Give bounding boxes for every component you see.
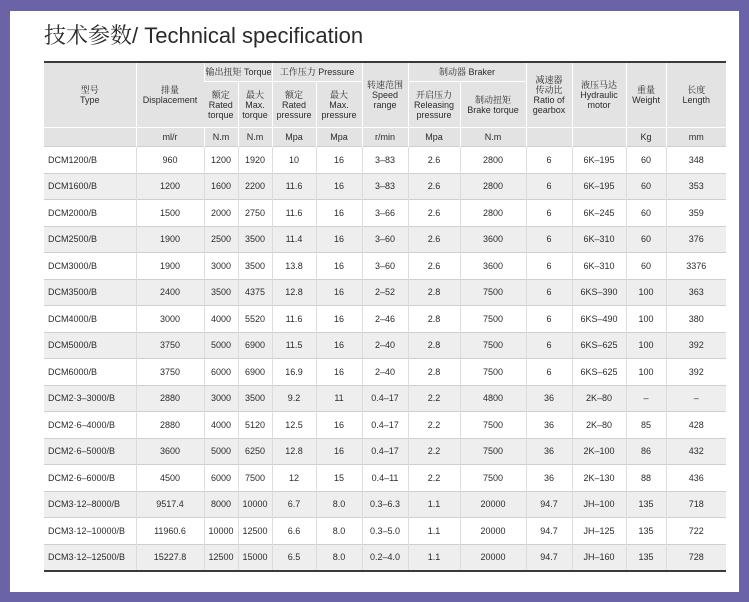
table-cell: 2.6 <box>408 173 460 200</box>
table-cell: 392 <box>666 332 726 359</box>
table-row <box>44 438 726 465</box>
unit-cell: Mpa <box>316 128 362 147</box>
header-releasing-pressure: 开启压力 Releasing pressure <box>408 82 460 128</box>
table-cell: 11.6 <box>272 306 316 333</box>
table-cell: 8.0 <box>316 544 362 571</box>
table-cell: 60 <box>626 226 666 253</box>
spec-table <box>44 61 726 572</box>
header-displacement: 排量 Displacement <box>136 62 204 128</box>
table-cell: 2.6 <box>408 253 460 280</box>
table-cell: 20000 <box>460 491 526 518</box>
table-cell: 36 <box>526 438 572 465</box>
table-cell: 7500 <box>460 306 526 333</box>
header-brake-torque: 制动扭矩 Brake torque <box>460 82 526 128</box>
table-cell: 16 <box>316 412 362 439</box>
table-cell: 11.5 <box>272 332 316 359</box>
table-cell: 2K–100 <box>572 438 626 465</box>
model-cell: DCM5000/B <box>44 332 136 359</box>
table-cell: 9.2 <box>272 385 316 412</box>
units-row <box>44 128 726 147</box>
table-cell: – <box>626 385 666 412</box>
model-cell: DCM3·12–10000/B <box>44 518 136 545</box>
table-row <box>44 200 726 227</box>
table-cell: 6KS–625 <box>572 359 626 386</box>
table-cell: 2800 <box>460 173 526 200</box>
table-cell: 3000 <box>204 253 238 280</box>
table-cell: 6 <box>526 253 572 280</box>
table-cell: 16 <box>316 253 362 280</box>
model-cell: DCM3000/B <box>44 253 136 280</box>
table-cell: 6000 <box>204 465 238 492</box>
header-torque-group: 输出扭矩 Torque <box>204 62 272 82</box>
table-cell: 2.2 <box>408 438 460 465</box>
table-cell: 0.4–17 <box>362 438 408 465</box>
table-cell: 3500 <box>238 226 272 253</box>
table-cell: 6 <box>526 147 572 174</box>
table-cell: 7500 <box>460 465 526 492</box>
table-cell: 392 <box>666 359 726 386</box>
table-cell: 4000 <box>204 306 238 333</box>
model-cell: DCM6000/B <box>44 359 136 386</box>
table-cell: 6.5 <box>272 544 316 571</box>
table-cell: 10000 <box>238 491 272 518</box>
table-cell: 0.2–4.0 <box>362 544 408 571</box>
table-cell: 36 <box>526 465 572 492</box>
table-cell: 7500 <box>460 438 526 465</box>
table-cell: 94.7 <box>526 544 572 571</box>
table-cell: 12.5 <box>272 412 316 439</box>
table-cell: 6250 <box>238 438 272 465</box>
unit-cell <box>526 128 572 147</box>
table-cell: 16 <box>316 332 362 359</box>
table-cell: 4500 <box>136 465 204 492</box>
table-cell: 718 <box>666 491 726 518</box>
table-cell: 11.6 <box>272 200 316 227</box>
table-cell: 2–40 <box>362 359 408 386</box>
table-cell: 16 <box>316 200 362 227</box>
table-cell: 36 <box>526 385 572 412</box>
unit-cell: ml/r <box>136 128 204 147</box>
table-cell: 6 <box>526 306 572 333</box>
table-cell: 3600 <box>136 438 204 465</box>
header-max-pressure: 最大 Max. pressure <box>316 82 362 128</box>
table-cell: 60 <box>626 253 666 280</box>
table-cell: 5000 <box>204 438 238 465</box>
model-cell: DCM2500/B <box>44 226 136 253</box>
table-cell: 13.8 <box>272 253 316 280</box>
table-cell: 8000 <box>204 491 238 518</box>
table-cell: 16 <box>316 438 362 465</box>
table-cell: 1200 <box>204 147 238 174</box>
table-cell: 12500 <box>204 544 238 571</box>
table-cell: 2.2 <box>408 385 460 412</box>
unit-cell: r/min <box>362 128 408 147</box>
table-cell: 16 <box>316 147 362 174</box>
table-cell: 3600 <box>460 226 526 253</box>
table-cell: 359 <box>666 200 726 227</box>
table-row <box>44 279 726 306</box>
table-row <box>44 253 726 280</box>
spec-table-body <box>44 147 726 572</box>
table-row <box>44 518 726 545</box>
table-cell: 100 <box>626 279 666 306</box>
table-cell: 6 <box>526 173 572 200</box>
model-cell: DCM3500/B <box>44 279 136 306</box>
table-cell: 9517.4 <box>136 491 204 518</box>
table-cell: 6K–195 <box>572 173 626 200</box>
table-cell: 3–60 <box>362 226 408 253</box>
unit-cell: N.m <box>238 128 272 147</box>
table-cell: 3–83 <box>362 173 408 200</box>
table-cell: 135 <box>626 518 666 545</box>
table-cell: 3–66 <box>362 200 408 227</box>
table-row <box>44 385 726 412</box>
table-cell: 7500 <box>460 279 526 306</box>
table-cell: 1.1 <box>408 544 460 571</box>
table-cell: 3500 <box>238 385 272 412</box>
table-cell: 2K–80 <box>572 385 626 412</box>
table-cell: 135 <box>626 544 666 571</box>
table-cell: – <box>666 385 726 412</box>
table-cell: 0.3–5.0 <box>362 518 408 545</box>
table-cell: 3750 <box>136 332 204 359</box>
table-cell: 100 <box>626 359 666 386</box>
table-cell: 3000 <box>136 306 204 333</box>
unit-cell: Mpa <box>272 128 316 147</box>
model-cell: DCM2·6–6000/B <box>44 465 136 492</box>
table-cell: 16 <box>316 359 362 386</box>
table-cell: 0.3–6.3 <box>362 491 408 518</box>
table-cell: 15227.8 <box>136 544 204 571</box>
header-length: 长度 Length <box>666 62 726 128</box>
table-cell: 16 <box>316 306 362 333</box>
table-cell: 1.1 <box>408 518 460 545</box>
table-cell: 16.9 <box>272 359 316 386</box>
header-speed: 转速范围 Speed range <box>362 62 408 128</box>
table-cell: 36 <box>526 412 572 439</box>
table-cell: 12 <box>272 465 316 492</box>
table-cell: 11 <box>316 385 362 412</box>
model-cell: DCM2·3–3000/B <box>44 385 136 412</box>
table-cell: 12500 <box>238 518 272 545</box>
table-cell: 436 <box>666 465 726 492</box>
table-cell: 6K–310 <box>572 253 626 280</box>
model-cell: DCM2·6–4000/B <box>44 412 136 439</box>
table-cell: 353 <box>666 173 726 200</box>
table-cell: 6000 <box>204 359 238 386</box>
table-cell: 3500 <box>238 253 272 280</box>
table-cell: 12.8 <box>272 279 316 306</box>
table-cell: 3500 <box>204 279 238 306</box>
table-cell: 1920 <box>238 147 272 174</box>
table-cell: JH–125 <box>572 518 626 545</box>
table-cell: 1600 <box>204 173 238 200</box>
table-cell: 2–40 <box>362 332 408 359</box>
table-cell: 3–83 <box>362 147 408 174</box>
table-cell: 3–60 <box>362 253 408 280</box>
table-cell: 1900 <box>136 253 204 280</box>
table-cell: 10000 <box>204 518 238 545</box>
table-row <box>44 412 726 439</box>
table-cell: 6KS–625 <box>572 332 626 359</box>
table-cell: 6.6 <box>272 518 316 545</box>
table-cell: 2.2 <box>408 412 460 439</box>
table-row <box>44 544 726 571</box>
table-row <box>44 226 726 253</box>
table-cell: 2200 <box>238 173 272 200</box>
table-row <box>44 306 726 333</box>
unit-cell: N.m <box>460 128 526 147</box>
table-cell: 6 <box>526 359 572 386</box>
unit-cell: N.m <box>204 128 238 147</box>
header-rated-torque: 额定 Rated torque <box>204 82 238 128</box>
table-cell: 0.4–17 <box>362 412 408 439</box>
table-cell: 6 <box>526 279 572 306</box>
table-row <box>44 173 726 200</box>
model-cell: DCM3·12–8000/B <box>44 491 136 518</box>
table-cell: 3600 <box>460 253 526 280</box>
header-brake-group: 制动器 Braker <box>408 62 526 82</box>
table-cell: 2K–130 <box>572 465 626 492</box>
table-cell: 2K–80 <box>572 412 626 439</box>
table-cell: 135 <box>626 491 666 518</box>
table-cell: 15 <box>316 465 362 492</box>
model-cell: DCM2000/B <box>44 200 136 227</box>
table-row <box>44 147 726 174</box>
header-pressure-group: 工作压力 Pressure <box>272 62 362 82</box>
table-cell: 6 <box>526 226 572 253</box>
table-cell: 94.7 <box>526 491 572 518</box>
table-row <box>44 465 726 492</box>
header-rated-pressure: 额定 Rated pressure <box>272 82 316 128</box>
model-cell: DCM3·12–12500/B <box>44 544 136 571</box>
table-cell: 8.0 <box>316 518 362 545</box>
table-cell: JH–100 <box>572 491 626 518</box>
table-cell: 60 <box>626 200 666 227</box>
table-cell: 2.2 <box>408 465 460 492</box>
table-cell: 2880 <box>136 412 204 439</box>
table-cell: 8.0 <box>316 491 362 518</box>
table-cell: 7500 <box>460 359 526 386</box>
table-cell: 6900 <box>238 332 272 359</box>
table-cell: 6K–245 <box>572 200 626 227</box>
table-cell: 6KS–490 <box>572 306 626 333</box>
table-cell: 2.8 <box>408 359 460 386</box>
table-row <box>44 332 726 359</box>
table-cell: 6 <box>526 200 572 227</box>
table-cell: 2880 <box>136 385 204 412</box>
table-cell: 100 <box>626 306 666 333</box>
table-cell: JH–160 <box>572 544 626 571</box>
table-cell: 16 <box>316 226 362 253</box>
table-cell: 3000 <box>204 385 238 412</box>
model-cell: DCM1200/B <box>44 147 136 174</box>
table-cell: 6 <box>526 332 572 359</box>
table-cell: 1500 <box>136 200 204 227</box>
table-cell: 1200 <box>136 173 204 200</box>
table-cell: 20000 <box>460 518 526 545</box>
table-cell: 2400 <box>136 279 204 306</box>
table-cell: 2.6 <box>408 226 460 253</box>
table-cell: 2500 <box>204 226 238 253</box>
table-cell: 2–52 <box>362 279 408 306</box>
table-cell: 960 <box>136 147 204 174</box>
unit-cell-blank <box>44 128 136 147</box>
table-cell: 6900 <box>238 359 272 386</box>
unit-cell: Kg <box>626 128 666 147</box>
table-row <box>44 491 726 518</box>
table-cell: 88 <box>626 465 666 492</box>
table-cell: 2.8 <box>408 332 460 359</box>
table-cell: 100 <box>626 332 666 359</box>
table-cell: 15000 <box>238 544 272 571</box>
table-cell: 2800 <box>460 200 526 227</box>
header-type: 型号 Type <box>44 62 136 128</box>
table-cell: 1.1 <box>408 491 460 518</box>
unit-cell <box>572 128 626 147</box>
table-cell: 7500 <box>460 412 526 439</box>
table-cell: 7500 <box>460 332 526 359</box>
model-cell: DCM2·6–5000/B <box>44 438 136 465</box>
model-cell: DCM4000/B <box>44 306 136 333</box>
table-cell: 348 <box>666 147 726 174</box>
table-cell: 4000 <box>204 412 238 439</box>
table-cell: 6.7 <box>272 491 316 518</box>
table-cell: 3376 <box>666 253 726 280</box>
table-cell: 94.7 <box>526 518 572 545</box>
table-cell: 11.6 <box>272 173 316 200</box>
page-title: 技术参数/ Technical specification <box>44 23 364 48</box>
table-cell: 60 <box>626 147 666 174</box>
table-cell: 1900 <box>136 226 204 253</box>
table-row <box>44 359 726 386</box>
table-cell: 2.8 <box>408 306 460 333</box>
table-cell: 432 <box>666 438 726 465</box>
table-cell: 10 <box>272 147 316 174</box>
unit-cell: mm <box>666 128 726 147</box>
header-gearbox: 减速器 传动比 Ratio of gearbox <box>526 62 572 128</box>
table-cell: 12.8 <box>272 438 316 465</box>
table-cell: 2.6 <box>408 147 460 174</box>
table-cell: 6KS–390 <box>572 279 626 306</box>
table-cell: 428 <box>666 412 726 439</box>
table-cell: 20000 <box>460 544 526 571</box>
table-cell: 5000 <box>204 332 238 359</box>
header-max-torque: 最大 Max. torque <box>238 82 272 128</box>
table-cell: 7500 <box>238 465 272 492</box>
table-cell: 85 <box>626 412 666 439</box>
table-cell: 11960.6 <box>136 518 204 545</box>
model-cell: DCM1600/B <box>44 173 136 200</box>
table-cell: 6K–310 <box>572 226 626 253</box>
table-cell: 86 <box>626 438 666 465</box>
table-cell: 0.4–11 <box>362 465 408 492</box>
table-cell: 4800 <box>460 385 526 412</box>
table-cell: 5120 <box>238 412 272 439</box>
table-cell: 16 <box>316 279 362 306</box>
header-motor: 液压马达 Hydraulic motor <box>572 62 626 128</box>
table-cell: 2.6 <box>408 200 460 227</box>
table-cell: 60 <box>626 173 666 200</box>
table-cell: 4375 <box>238 279 272 306</box>
table-cell: 6K–195 <box>572 147 626 174</box>
table-cell: 2.8 <box>408 279 460 306</box>
table-cell: 363 <box>666 279 726 306</box>
header-row-1 <box>44 62 726 82</box>
table-cell: 0.4–17 <box>362 385 408 412</box>
table-cell: 728 <box>666 544 726 571</box>
table-cell: 2800 <box>460 147 526 174</box>
table-cell: 380 <box>666 306 726 333</box>
table-cell: 2750 <box>238 200 272 227</box>
table-cell: 2–46 <box>362 306 408 333</box>
table-cell: 2000 <box>204 200 238 227</box>
table-cell: 16 <box>316 173 362 200</box>
table-cell: 5520 <box>238 306 272 333</box>
table-cell: 3750 <box>136 359 204 386</box>
table-cell: 376 <box>666 226 726 253</box>
table-cell: 722 <box>666 518 726 545</box>
unit-cell: Mpa <box>408 128 460 147</box>
header-weight: 重量 Weight <box>626 62 666 128</box>
table-cell: 11.4 <box>272 226 316 253</box>
